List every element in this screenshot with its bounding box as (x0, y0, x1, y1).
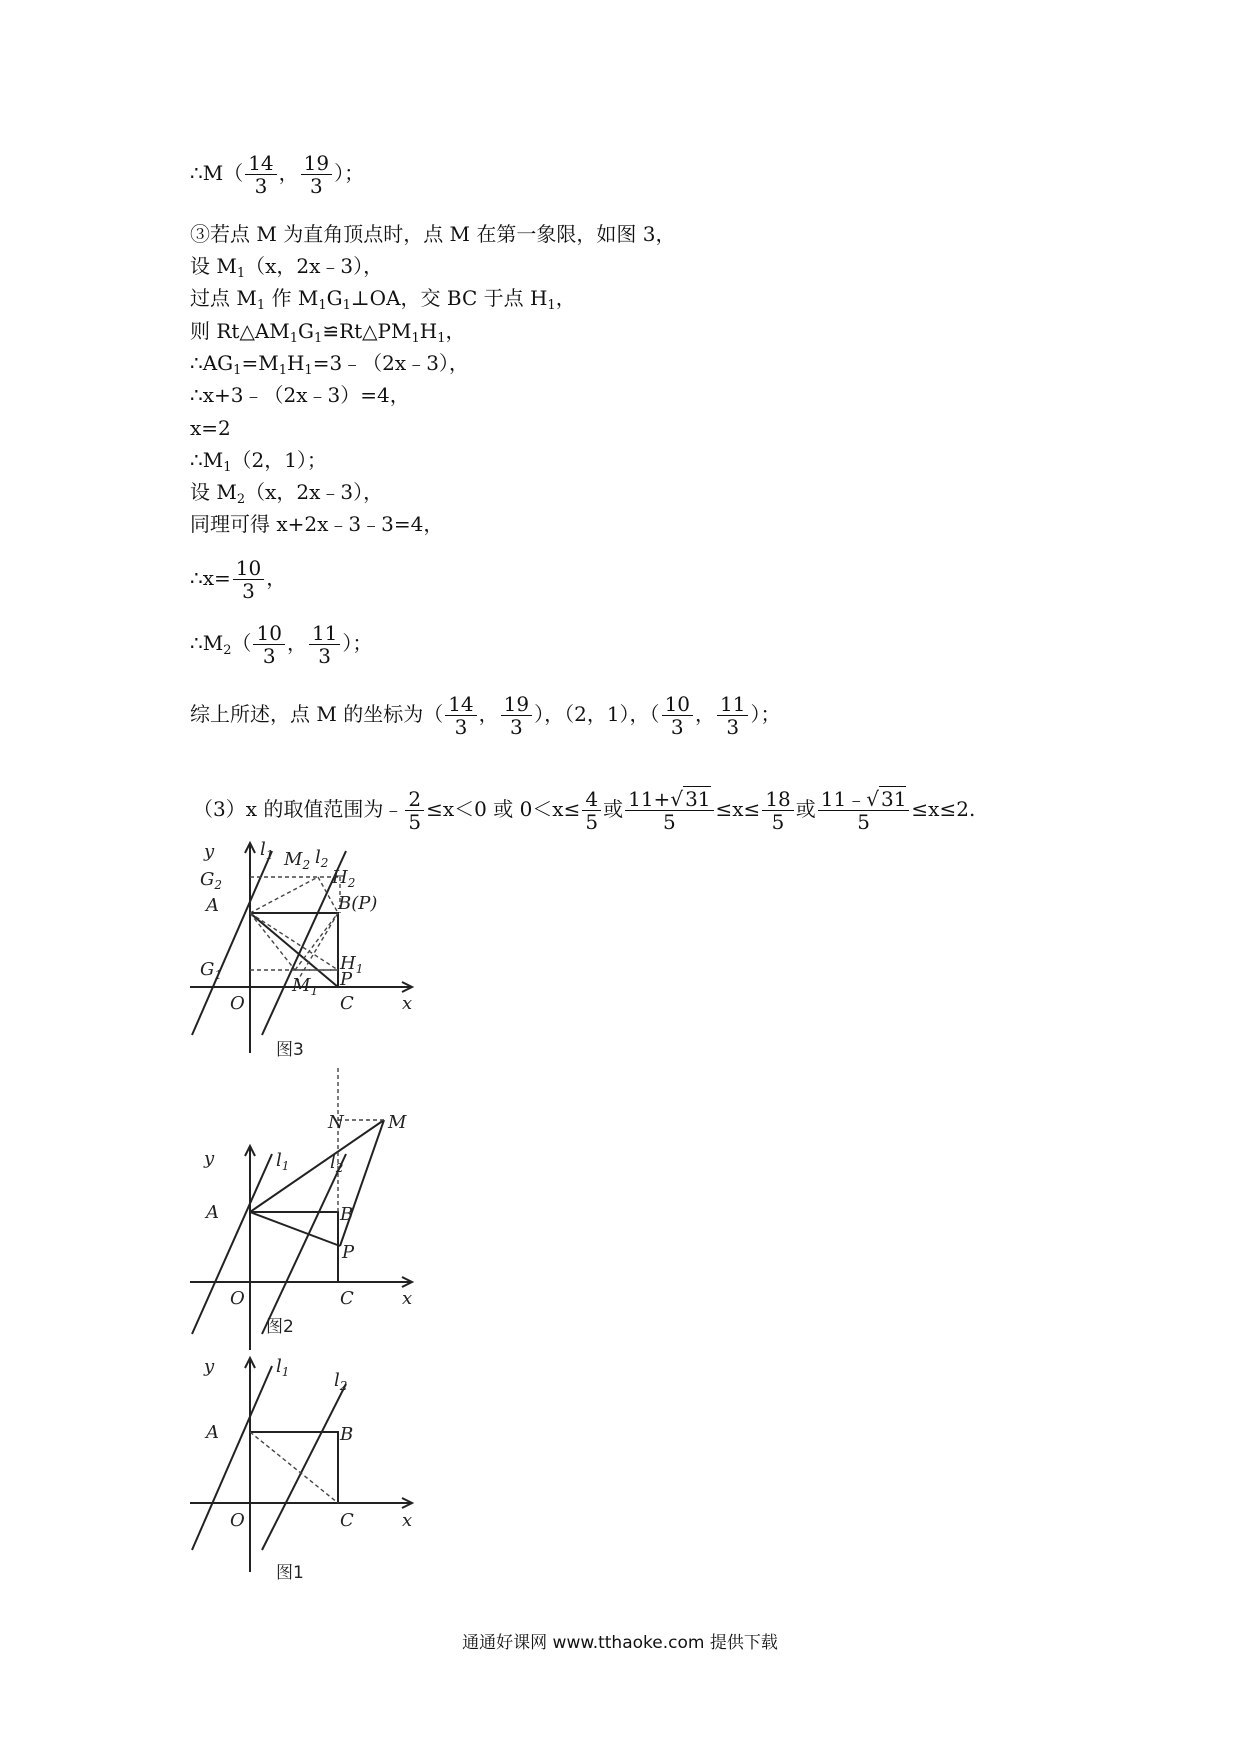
label-l2: $l_2$ (315, 847, 329, 870)
fraction: $\frac{2}{5}$ (405, 788, 424, 833)
label-o: O (230, 993, 245, 1014)
svg-text:l1: $l_1$ (276, 1150, 290, 1173)
svg-text:图2: 图2 (266, 1317, 294, 1337)
fraction: $\frac{19}{3}$ (301, 152, 332, 197)
line-m-coords: ∴M（ $\frac{14}{3}$ ， $\frac{19}{3}$ ）； (190, 151, 365, 198)
figure-1 (180, 1350, 440, 1590)
label-bp: B(P) (338, 893, 378, 914)
fraction: $\frac{14}{3}$ (445, 693, 476, 738)
line-set-m1: 设 $M_1(x$，2x﹣3）， (190, 254, 384, 281)
line-perpendicular: 过点 $M_1$ 作 $M_1G_1\perp OA$，交 BC 于点 $H_1$， (190, 286, 576, 313)
fraction: $\frac{10}{3}$ (253, 622, 284, 667)
line-x-value: ∴x= $\frac{10}{3}$ ， (190, 556, 287, 603)
line-case-3: ③若点 M 为直角顶点时，点 M 在第一象限，如图 3， (190, 222, 676, 246)
svg-text:C: C (340, 1288, 354, 1309)
svg-text:B: B (340, 1424, 354, 1445)
label-g2: $G_2$ (200, 869, 223, 892)
fraction: $\frac{4}{5}$ (582, 788, 601, 833)
line-x-eq-2: x=2 (190, 416, 231, 440)
line-ag1: $\therefore AG_1=M_1H_1=3﹣(2x﹣3)$， (190, 351, 469, 378)
line-summary: 综上所述，点 M 的坐标为（ $\frac{14}{3}$ ， $\frac{19}{3}$ ），（2，1），（ $\frac{10}{3}$ ， $\frac{11}{3}$ ）； (190, 692, 781, 739)
label-x: x (402, 993, 413, 1014)
label-m1: $M_1$ (292, 975, 319, 998)
fraction: $\frac{10}{3}$ (662, 693, 693, 738)
label-h2: $H_2$ (332, 867, 356, 890)
svg-text:C: C (340, 1510, 354, 1531)
label-p: P (340, 969, 353, 990)
line-m2-result: $\therefore M_2$（ $\frac{10}{3}$ ， $\frac{11}{3}$ ）； (190, 621, 373, 668)
svg-text:y: y (204, 1356, 215, 1377)
svg-text:O: O (230, 1510, 245, 1531)
line-m1-result: $\therefore M_1(2$，1）； (190, 448, 327, 475)
fraction: $\frac{11}{3}$ (717, 693, 748, 738)
svg-text:l2: $l_2$ (330, 1152, 344, 1175)
line-range: （3）x 的取值范围为﹣ $\frac{2}{5}$ ≤x＜0 或 0＜x≤ $\frac{4}{5}$ 或 $\frac{11+√ 31}{5}$ ≤x≤ $\frac{18}{5}$ 或 $\frac{11﹣√ 31}{5}$ ≤x≤2. (193, 788, 975, 833)
svg-text:A: A (206, 1202, 219, 1223)
label-a: A (206, 895, 219, 916)
svg-text:y: y (204, 1148, 215, 1169)
fraction: $\frac{10}{3}$ (233, 557, 264, 602)
fraction: $\frac{11﹣√ 31}{5}$ (818, 788, 910, 833)
svg-text:B: B (340, 1204, 354, 1225)
fraction: $\frac{11}{3}$ (309, 622, 340, 667)
svg-text:P: P (342, 1242, 355, 1263)
line-equation: ∴x+3﹣（2x﹣3）=4， (190, 383, 410, 407)
label-y: y (204, 841, 215, 862)
svg-text:图1: 图1 (276, 1563, 304, 1583)
svg-text:l2: $l_2$ (334, 1370, 348, 1393)
fraction: $\frac{18}{5}$ (762, 788, 793, 833)
caption-fig3: 图3 (276, 1040, 304, 1060)
figure-2 (180, 1068, 440, 1358)
svg-text:M: M (388, 1112, 407, 1133)
svg-text:N: N (328, 1112, 344, 1133)
line-congruent: 则 $Rt\triangle AM_1G_1≌Rt\triangle PM_1H_1$， (190, 319, 466, 346)
line-similarly: 同理可得 x+2x﹣3﹣3=4， (190, 512, 444, 536)
svg-text:O: O (230, 1288, 245, 1309)
fraction: $\frac{19}{3}$ (501, 693, 532, 738)
fraction: $\frac{11+√ 31}{5}$ (625, 788, 713, 833)
svg-text:x: x (402, 1510, 413, 1531)
svg-text:l1: $l_1$ (276, 1356, 290, 1379)
label-g1: $G_1$ (200, 959, 223, 982)
svg-text:x: x (402, 1288, 413, 1309)
fraction: $\frac{14}{3}$ (245, 152, 276, 197)
footer-source: 通通好课网 www.tthaoke.com 提供下载 (462, 1633, 778, 1653)
svg-text:A: A (206, 1422, 219, 1443)
label-m2: $M_2$ (284, 849, 311, 872)
figure-3 (180, 835, 440, 1065)
label-l1: $l_1$ (260, 839, 274, 862)
label-c: C (340, 993, 354, 1014)
label-h1: $H_1$ (340, 953, 364, 976)
line-set-m2: 设 $M_2(x$，2x﹣3）， (190, 480, 384, 507)
